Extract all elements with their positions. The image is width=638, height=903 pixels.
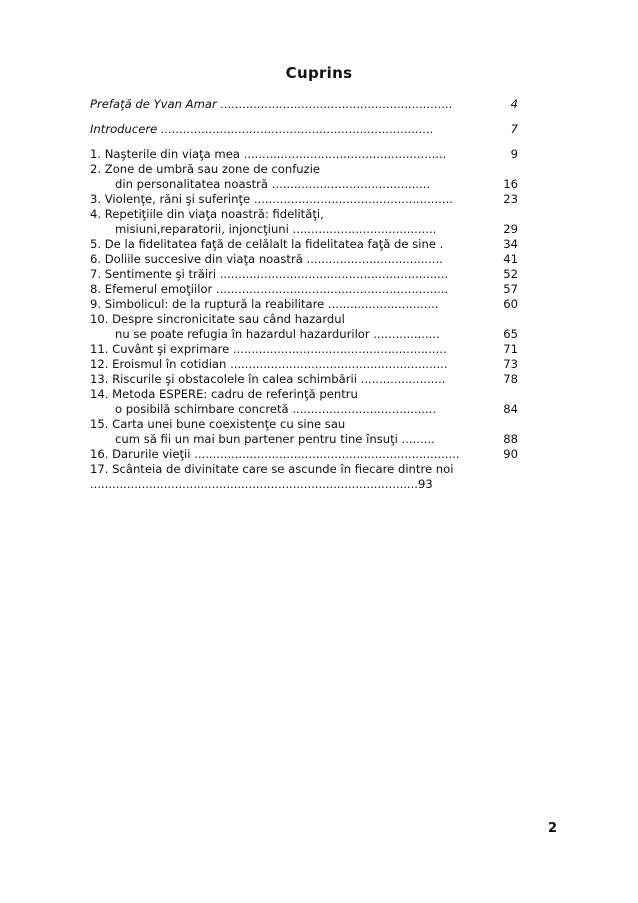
toc-entry-text: 14. Metoda ESPERE: cadru de referinţă pentru xyxy=(90,387,358,401)
toc-entry-text: 17. Scânteia de divinitate care se ascunde în fiecare dintre noi xyxy=(90,462,454,476)
toc-entry-text: 4. Repetiţiile din viaţa noastră: fidelităţi, xyxy=(90,207,324,221)
toc-entry-4 xyxy=(90,207,518,222)
toc-entry-page: 7 xyxy=(510,122,518,136)
toc-entry-text: Prefaţă de Yvan Amar ............................................................... xyxy=(90,97,453,111)
toc-entry-text: 2. Zone de umbră sau zone de confuzie xyxy=(90,162,321,176)
toc-entry-text: Introducere .......................................................................... xyxy=(90,122,434,136)
toc-entry-preface xyxy=(90,97,518,112)
toc-entry-2-continued xyxy=(90,177,518,192)
toc-entry-page: 84 xyxy=(503,402,518,416)
toc-entry-page: 73 xyxy=(503,357,518,371)
toc-entry-text: 16. Darurile vieţii ........................................................................ xyxy=(90,447,460,461)
toc-entry-text: 10. Despre sincronicitate sau când hazardul xyxy=(90,312,345,326)
toc-entry-5 xyxy=(90,237,518,252)
toc-entry-17-continued xyxy=(90,477,518,492)
toc-entry-14 xyxy=(90,387,518,402)
toc-entry-text: 9. Simbolicul: de la ruptură la reabilitare .............................. xyxy=(90,297,439,311)
toc-entry-page: 16 xyxy=(503,177,518,191)
toc-entry-12 xyxy=(90,357,518,372)
toc-entry-text: 5. De la fidelitatea faţă de celălalt la fidelitatea faţă de sine . xyxy=(90,237,444,251)
toc-entry-17 xyxy=(90,462,518,477)
toc-entry-text: .........................................................................................93 xyxy=(90,477,433,491)
toc-entry-13 xyxy=(90,372,518,387)
toc-entry-8 xyxy=(90,282,518,297)
toc-entry-text: 12. Eroismul în cotidian ........................................................... xyxy=(90,357,448,371)
toc-entry-3 xyxy=(90,192,518,207)
toc-entry-1 xyxy=(90,147,518,162)
page-number: 2 xyxy=(548,821,558,836)
toc-entry-15 xyxy=(90,417,518,432)
toc-entry-page: 65 xyxy=(503,327,518,341)
toc-entry-text: 13. Riscurile şi obstacolele în calea schimbării ....................... xyxy=(90,372,446,386)
toc-entry-10-continued xyxy=(90,327,518,342)
toc-entry-text: 6. Doliile succesive din viaţa noastră ..................................... xyxy=(90,252,443,266)
toc-entry-text: 11. Cuvânt şi exprimare .......................................................... xyxy=(90,342,447,356)
toc-entry-15-continued xyxy=(90,432,518,447)
toc-entry-10 xyxy=(90,312,518,327)
toc-entry-text: cum să fii un mai bun partener pentru tine însuţi ......... xyxy=(115,432,435,446)
toc-entry-2 xyxy=(90,162,518,177)
toc-entry-page: 41 xyxy=(503,252,518,266)
toc-entry-16 xyxy=(90,447,518,462)
toc-entry-7 xyxy=(90,267,518,282)
toc-entry-14-continued xyxy=(90,402,518,417)
toc-entry-6 xyxy=(90,252,518,267)
table-of-contents xyxy=(90,97,518,492)
toc-entry-text: din personalitatea noastră ........................................... xyxy=(115,177,431,191)
toc-entry-page: 60 xyxy=(503,297,518,311)
toc-entry-introduction xyxy=(90,122,518,137)
toc-entry-text: 15. Carta unei bune coexistenţe cu sine sau xyxy=(90,417,346,431)
toc-entry-text: nu se poate refugia în hazardul hazardurilor .................. xyxy=(115,327,440,341)
toc-entry-text: 1. Naşterile din viaţa mea ....................................................... xyxy=(90,147,447,161)
toc-entry-page: 52 xyxy=(503,267,518,281)
toc-entry-page: 29 xyxy=(503,222,518,236)
toc-entry-text: 7. Sentimente şi trăiri .............................................................. xyxy=(90,267,449,281)
toc-entry-text: o posibilă schimbare concretă ....................................... xyxy=(115,402,437,416)
toc-entry-page: 23 xyxy=(503,192,518,206)
toc-entry-page: 34 xyxy=(503,237,518,251)
toc-entry-text: 3. Violenţe, răni şi suferinţe ...................................................... xyxy=(90,192,453,206)
toc-entry-4-continued xyxy=(90,222,518,237)
toc-entry-page: 57 xyxy=(503,282,518,296)
toc-entry-11 xyxy=(90,342,518,357)
page-title: Cuprins xyxy=(285,64,353,82)
toc-entry-page: 90 xyxy=(503,447,518,461)
toc-entry-text: misiuni,reparatorii, injoncţiuni ....................................... xyxy=(115,222,437,236)
toc-entry-page: 78 xyxy=(503,372,518,386)
toc-entry-text: 8. Efemerul emoţiilor ............................................................... xyxy=(90,282,449,296)
toc-entry-page: 88 xyxy=(503,432,518,446)
toc-entry-page: 9 xyxy=(510,147,518,161)
toc-entry-page: 4 xyxy=(510,97,518,111)
toc-entry-9 xyxy=(90,297,518,312)
toc-entry-page: 71 xyxy=(503,342,518,356)
